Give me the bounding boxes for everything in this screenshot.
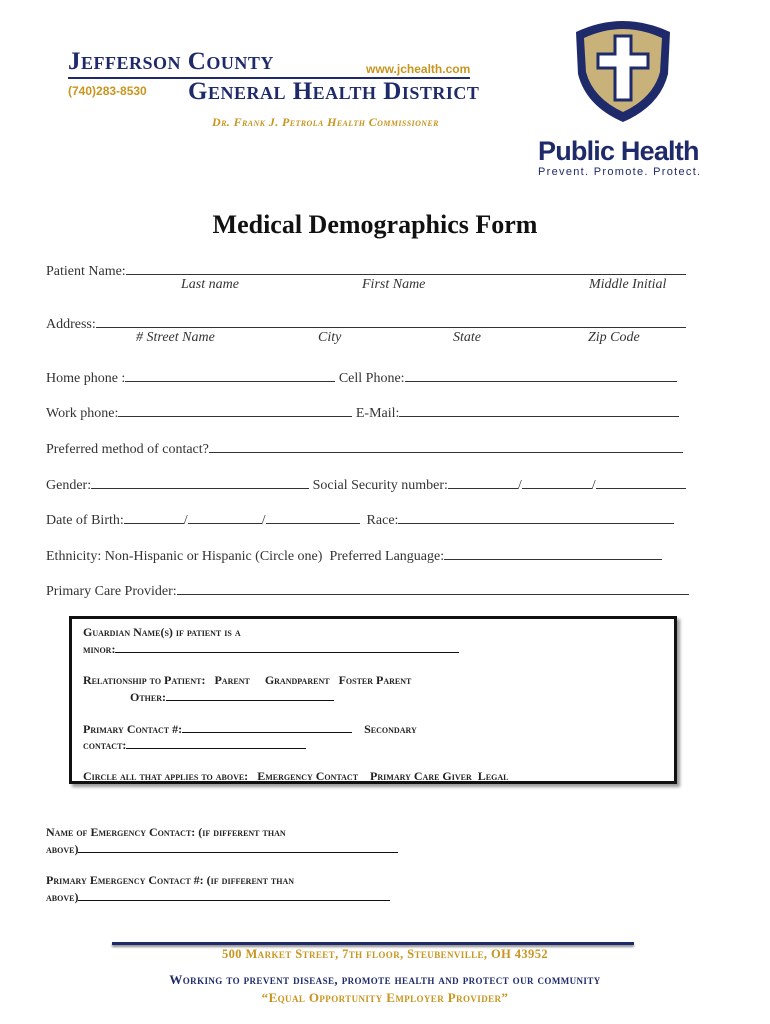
patient-name-field[interactable] xyxy=(126,260,686,275)
dob-slash: / xyxy=(183,513,188,528)
address-label: Address: xyxy=(46,317,96,332)
dob-month-field[interactable] xyxy=(124,509,184,524)
pcp-field[interactable] xyxy=(177,580,689,595)
relationship-label: Relationship to Patient: xyxy=(83,673,206,687)
other-field[interactable] xyxy=(166,689,334,701)
work-phone-label: Work phone: xyxy=(46,406,119,421)
other-label: Other: xyxy=(130,690,167,704)
middle-initial-caption: Middle Initial xyxy=(589,277,667,292)
footer-divider xyxy=(112,942,634,945)
contact-label: contact: xyxy=(83,738,127,752)
public-health-logo-title: Public Health xyxy=(538,136,699,166)
footer-address: 500 Market Street, 7th floor, Steubenville, OH 43952 xyxy=(222,947,548,961)
commissioner-line: Dr. Frank J. Petrola Health Commissioner xyxy=(212,115,439,129)
emergency-name-row xyxy=(46,841,398,857)
preferred-contact-field[interactable] xyxy=(209,438,683,453)
form-title: Medical Demographics Form xyxy=(212,210,538,239)
circle-row xyxy=(83,769,508,784)
website-link[interactable]: www.jchealth.com xyxy=(366,62,471,76)
ssn-slash: / xyxy=(517,478,522,493)
legal-option[interactable]: Legal xyxy=(477,769,509,783)
dob-year-field[interactable] xyxy=(266,509,360,524)
relationship-row xyxy=(83,673,411,688)
primary-care-giver-option[interactable]: Primary Care Giver xyxy=(370,769,472,783)
ssn-slash: / xyxy=(591,478,596,493)
org-name-line1: Jefferson County xyxy=(68,48,274,75)
footer-mission: Working to prevent disease, promote health and protect our community xyxy=(169,972,601,987)
secondary-label: Secondary xyxy=(364,722,417,736)
first-name-caption: First Name xyxy=(362,277,426,292)
language-field[interactable] xyxy=(444,545,662,560)
footer-eeo: “Equal Opportunity Employer Provider” xyxy=(261,990,509,1005)
cell-phone-field[interactable] xyxy=(405,367,677,382)
home-phone-label: Home phone : xyxy=(46,371,126,386)
street-caption: # Street Name xyxy=(136,330,215,345)
gender-ssn-row xyxy=(46,474,686,494)
pcp-label: Primary Care Provider: xyxy=(46,584,177,599)
preferred-contact-label: Preferred method of contact? xyxy=(46,442,209,457)
guardian-box xyxy=(69,616,677,784)
last-name-caption: Last name xyxy=(181,277,239,292)
phone-row xyxy=(46,367,677,387)
primary-contact-field[interactable] xyxy=(182,721,352,733)
race-label: Race: xyxy=(366,513,399,528)
dob-slash: / xyxy=(261,513,266,528)
public-health-tagline: Prevent. Promote. Protect. xyxy=(538,166,702,178)
emergency-contact-label-line2: above) xyxy=(46,890,79,904)
ssn-label: Social Security number: xyxy=(312,478,448,493)
gender-field[interactable] xyxy=(91,474,309,489)
primary-contact-row xyxy=(83,721,417,737)
cell-phone-label: Cell Phone: xyxy=(338,371,405,386)
email-field[interactable] xyxy=(399,402,679,417)
ssn-part1-field[interactable] xyxy=(448,474,518,489)
secondary-contact-row xyxy=(83,737,306,753)
ethnicity-language-row xyxy=(46,545,662,565)
gender-label: Gender: xyxy=(46,478,92,493)
preferred-contact-row xyxy=(46,438,683,458)
emergency-contact-option[interactable]: Emergency Contact xyxy=(257,769,359,783)
race-field[interactable] xyxy=(398,509,674,524)
email-label: E-Mail: xyxy=(355,406,400,421)
org-name-line2: General Health District xyxy=(188,78,480,105)
ethnicity-text[interactable]: Ethnicity: Non-Hispanic or Hispanic (Circle one) xyxy=(46,549,323,564)
city-caption: City xyxy=(318,330,342,345)
other-row xyxy=(130,689,334,705)
work-phone-field[interactable] xyxy=(118,402,352,417)
dob-day-field[interactable] xyxy=(188,509,262,524)
dob-label: Date of Birth: xyxy=(46,513,124,528)
patient-name-label: Patient Name: xyxy=(46,264,126,279)
emergency-name-field[interactable] xyxy=(78,841,398,853)
primary-contact-label: Primary Contact #: xyxy=(83,722,183,736)
grandparent-option[interactable]: Grandparent xyxy=(264,673,330,687)
foster-parent-option[interactable]: Foster Parent xyxy=(338,673,412,687)
emergency-contact-field[interactable] xyxy=(78,889,390,901)
secondary-contact-field[interactable] xyxy=(126,737,306,749)
language-label: Preferred Language: xyxy=(329,549,445,564)
parent-option[interactable]: Parent xyxy=(214,673,250,687)
address-field[interactable] xyxy=(96,313,686,328)
work-email-row xyxy=(46,402,679,422)
emergency-name-label-line1: Name of Emergency Contact: (if different than xyxy=(46,825,286,839)
guardian-row xyxy=(83,641,459,657)
guardian-name-field[interactable] xyxy=(115,641,459,653)
ssn-part2-field[interactable] xyxy=(522,474,592,489)
emergency-contact-label-line1: Primary Emergency Contact #: (if different than xyxy=(46,873,295,887)
shield-cross-logo-icon xyxy=(568,14,678,124)
emergency-name-label-line2: above) xyxy=(46,842,79,856)
ssn-part3-field[interactable] xyxy=(596,474,686,489)
zip-caption: Zip Code xyxy=(588,330,640,345)
guardian-label-line2: minor: xyxy=(83,642,116,656)
dob-race-row xyxy=(46,509,674,529)
emergency-contact-row xyxy=(46,889,390,905)
state-caption: State xyxy=(453,330,481,345)
phone-number: (740)283-8530 xyxy=(68,84,147,98)
pcp-row xyxy=(46,580,689,600)
guardian-label-line1: Guardian Name(s) if patient is a xyxy=(83,625,241,639)
circle-instruction: Circle all that applies to above: xyxy=(83,769,249,783)
home-phone-field[interactable] xyxy=(125,367,335,382)
